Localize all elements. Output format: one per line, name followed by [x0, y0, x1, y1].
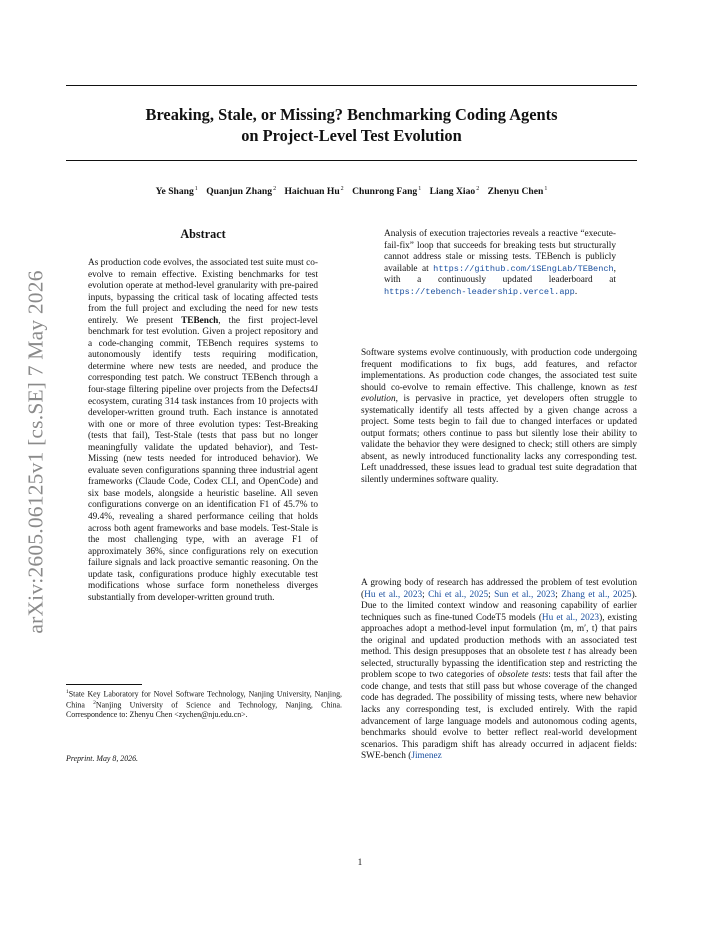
- abstract-body-continued: Analysis of execution trajectories reveals a reactive “execute-fail-fix” loop that succeeds for breaking tests but structurally cannot address stale or missing tests. TEBench is publicly available at https://github.com/iSEngLab/TEBench, with a continuously updated leaderboard at https://tebench-leadership.vercel.app.: [384, 229, 616, 297]
- author: Haichuan Hu$^2$: [284, 186, 344, 198]
- paper-title: [66, 104, 637, 146]
- author: Quanjun Zhang$^2$: [206, 186, 277, 198]
- title-line-2: on Project-Level Test Evolution: [241, 126, 462, 145]
- footnote-rule: [66, 684, 142, 685]
- citation-link[interactable]: Chi et al., 2025: [428, 589, 489, 600]
- github-link[interactable]: https://github.com/iSEngLab/TEBench: [433, 263, 614, 274]
- abstract-heading: Abstract: [180, 227, 226, 241]
- author: Liang Xiao$^2$: [429, 186, 480, 198]
- intro-paragraph-2: A growing body of research has addressed the problem of test evolution (Hu et al., 2023; Chi et al., 2025; Sun et al., 2023; Zhang et al., 2025). Due to the limited context window and reasoning capability of earlier techniques such as fine-tuned CodeT5 models (Hu et al., 2023), existing approaches adopt a method-level input formulation ⟨m, m′, t⟩ that pairs the original and updated production methods with an associated test method. This design presupposes that an obsolete test t has already been selected, structurally bypassing the identification step and restricting the problem scope to two categories of obsolete tests: tests that fail after the code change, and tests that still pass but whose coverage of the changed code has degraded. The possibility of missing tests, where new behavior lacks any corresponding test, is excluded entirely. With the rapid advancement of large language models and autonomous coding agents, benchmarks should evolve to better reflect real-world development scenarios. This paradigm shift has already occurred in adjacent fields: SWE-bench (Jimenez: [361, 578, 637, 762]
- author: Ye Shang$^1$: [155, 186, 198, 198]
- title-bottom-rule: [66, 160, 637, 161]
- abstract-body: As production code evolves, the associated test suite must co-evolve to remain effective. Existing benchmarks for test evolution operate at method-level granularity with pre-paired inputs, bypassing the critical task of locating affected tests from the full project and excluding the need for new tests entirely. We present TEBench, the first project-level benchmark for test evolution. Given a project repository and a code-changing commit, TEBench requires systems to autonomously identify tests requiring modification, determine where new tests are needed, and produce the corresponding test patch. We construct TEBench through a four-stage filtering pipeline over projects from the Defects4J ecosystem, curating 314 task instances from 10 projects with developer-written ground truth. Each instance is annotated with one or more of three evolution types: Test-Breaking (tests that fail), Test-Stale (tests that pass but no longer meaningfully validate the updated behavior), and Test-Missing (new tests needed for introduced behavior). We evaluate seven configurations spanning three industrial agent frameworks (Claude Code, Codex CLI, and OpenCode) and six base models, alongside a heuristic baseline. All seven configurations converge on an identification F1 of 45.7% to 49.4%, revealing a shared performance ceiling that holds across both agent frameworks and base models. Test-Stale is the most challenging type, with an average F1 of approximately 36%, since configurations rely on execution failure signals and lack proactive semantic reasoning. On the update task, configurations produce highly executable test modifications whose surface form nonetheless diverges substantially from developer-written ground truth.: [88, 258, 318, 603]
- intro-paragraph-1: Software systems evolve continuously, with production code undergoing frequent modifications to fix bugs, add features, and refactor implementations. As production code changes, the associated test suite should co-evolve to remain effective. This challenge, known as test evolution, is pervasive in practice, yet developers often struggle to systematically identify all tests affected by a given change across a project. Some tests begin to fail due to changed interfaces or updated output formats; others continue to pass but silently lose their ability to validate the behavior they were designed to check; still others are simply absent, as newly introduced functionality lacks any corresponding test. Left unaddressed, these issues lead to gradual test suite degradation that silently undermines software quality.: [361, 348, 637, 486]
- leaderboard-link[interactable]: https://tebench-leadership.vercel.app: [384, 286, 575, 297]
- affiliation-footnote: $^1$State Key Laboratory for Novel Software Technology, Nanjing University, Nanjing, China $^2$Nanjing University of Science and Technology, Nanjing, China. Correspondence to: Zhenyu Chen <zychen@nju.edu.cn>.: [66, 689, 342, 720]
- citation-link[interactable]: Sun et al., 2023: [494, 589, 556, 600]
- citation-link[interactable]: Jimenez: [411, 751, 442, 762]
- arxiv-id-text: arXiv:2605.06125v1 [cs.SE] 7 May 2026: [23, 270, 48, 634]
- input-tuple-math: ⟨m, m′, t⟩: [560, 624, 599, 635]
- citation-link[interactable]: Hu et al., 2023: [541, 612, 600, 623]
- preprint-date: Preprint. May 8, 2026.: [66, 754, 139, 763]
- citation-link[interactable]: Zhang et al., 2025: [561, 589, 632, 600]
- citation-link[interactable]: Hu et al., 2023: [364, 589, 423, 600]
- author: Zhenyu Chen$^1$: [487, 186, 548, 198]
- title-top-rule: [66, 85, 637, 86]
- benchmark-name: TEBench: [181, 315, 219, 326]
- page-number: 1: [357, 858, 363, 868]
- title-line-1: Breaking, Stale, or Missing? Benchmarking Coding Agents: [145, 105, 558, 124]
- author-list: [66, 186, 637, 197]
- author: Chunrong Fang$^1$: [352, 186, 422, 198]
